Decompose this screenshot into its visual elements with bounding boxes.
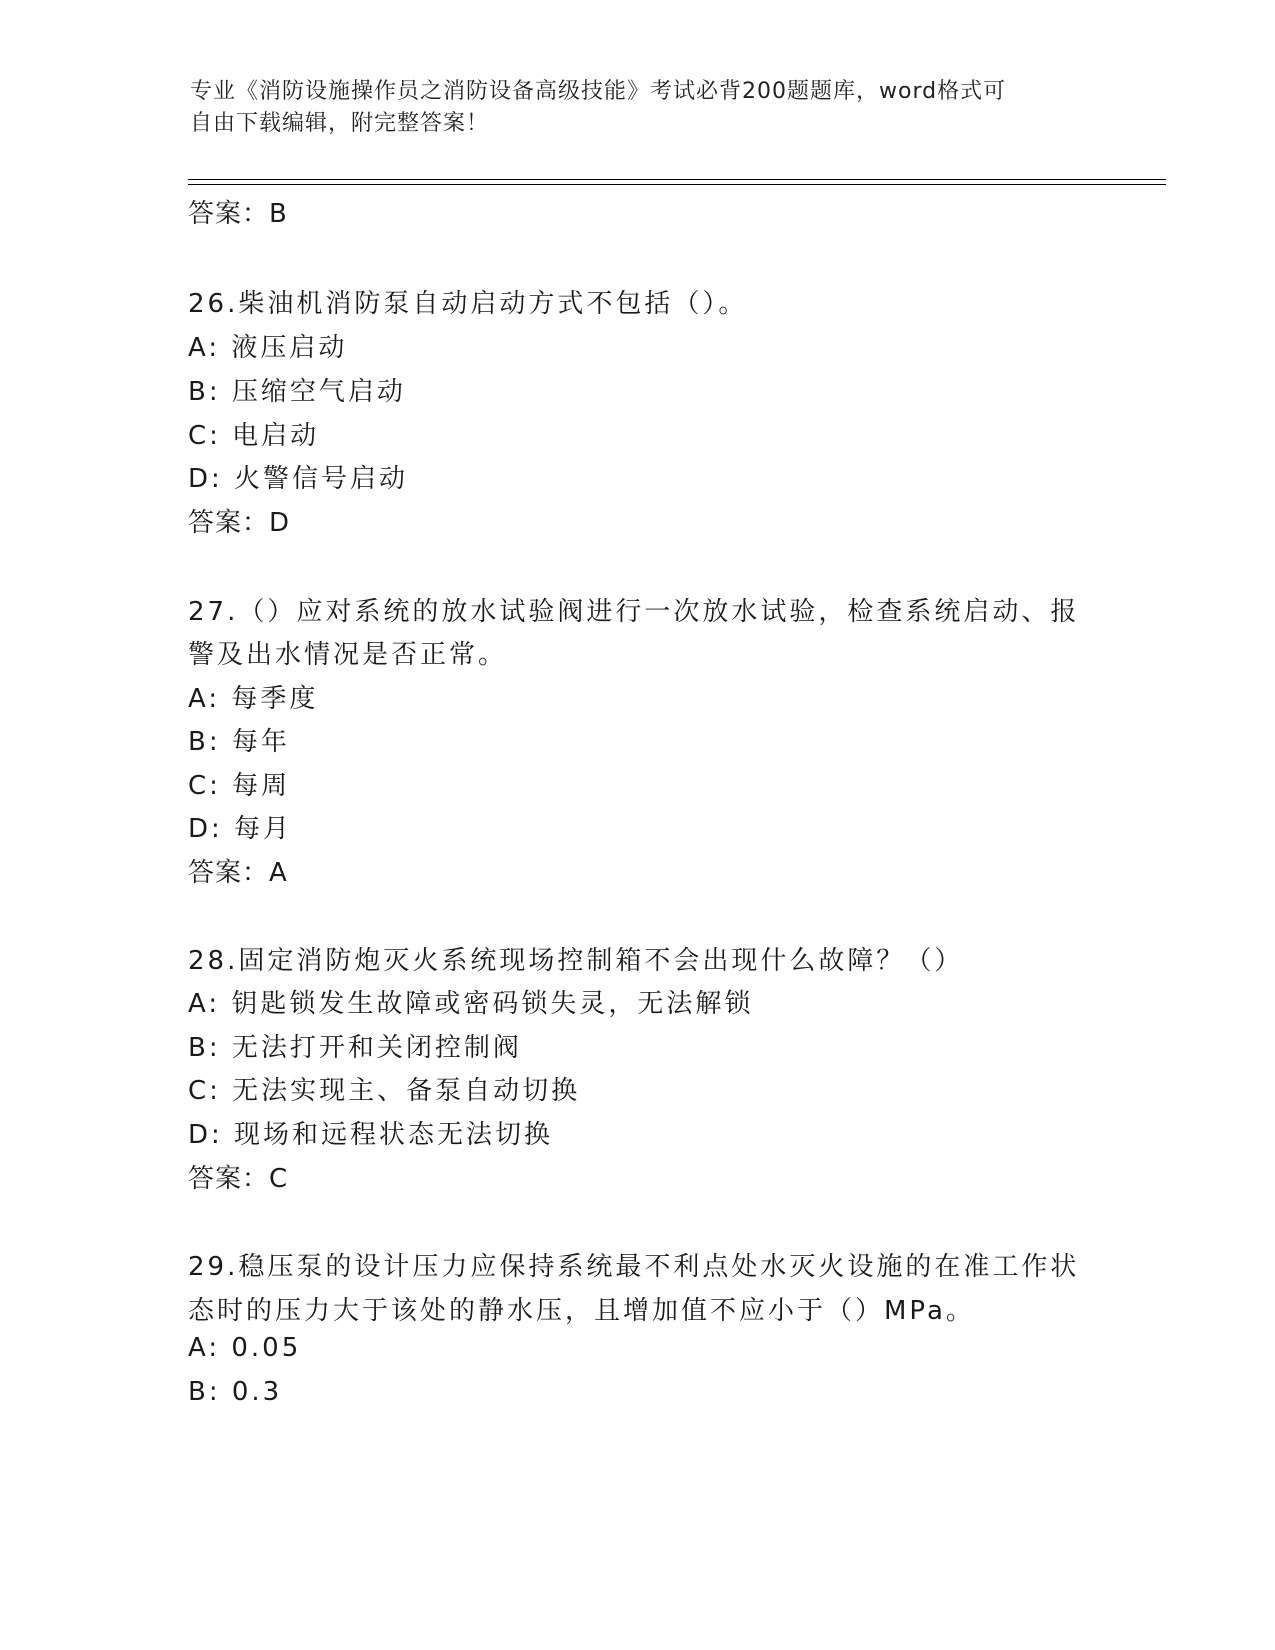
question-27-option-a: A: 每季度 [188, 684, 319, 714]
question-29-option-a: A: 0.05 [188, 1333, 302, 1363]
question-26-option-c: C: 电启动 [188, 421, 320, 451]
question-27-text-2: 警及出水情况是否正常。 [188, 640, 508, 670]
question-29-text-1: 29.稳压泵的设计压力应保持系统最不利点处水灭火设施的在准工作状 [188, 1252, 1080, 1282]
question-26-option-a: A: 液压启动 [188, 333, 348, 363]
question-26-option-d: D: 火警信号启动 [188, 464, 409, 494]
question-29-option-b: B: 0.3 [188, 1377, 283, 1407]
question-26-text: 26.柴油机消防泵自动启动方式不包括（）。 [188, 289, 748, 319]
question-27-text-1: 27.（）应对系统的放水试验阀进行一次放水试验，检查系统启动、报 [188, 597, 1080, 627]
question-28-option-a: A: 钥匙锁发生故障或密码锁失灵，无法解锁 [188, 989, 754, 1019]
header-divider-top [188, 179, 1166, 180]
question-27-option-c: C: 每周 [188, 771, 291, 801]
answer-prev: 答案：B [188, 199, 288, 229]
header-line-1: 专业《消防设施操作员之消防设备高级技能》考试必背200题题库，word格式可 [190, 79, 1007, 104]
header-line-2: 自由下载编辑，附完整答案！ [190, 111, 490, 136]
question-28-answer: 答案：C [188, 1164, 289, 1194]
header-divider-bottom [188, 184, 1166, 185]
question-28-option-c: C: 无法实现主、备泵自动切换 [188, 1076, 581, 1106]
question-29-text-2: 态时的压力大于该处的静水压，且增加值不应小于（）MPa。 [188, 1296, 975, 1326]
question-27-answer: 答案：A [188, 858, 288, 888]
question-28-option-d: D: 现场和远程状态无法切换 [188, 1120, 554, 1150]
question-28-text: 28.固定消防炮灭火系统现场控制箱不会出现什么故障？（） [188, 946, 964, 976]
question-27-option-d: D: 每月 [188, 814, 293, 844]
document-header [190, 76, 1090, 140]
question-27-option-b: B: 每年 [188, 727, 290, 757]
question-26-option-b: B: 压缩空气启动 [188, 377, 406, 407]
question-28-option-b: B: 无法打开和关闭控制阀 [188, 1033, 522, 1063]
question-26-answer: 答案：D [188, 508, 291, 538]
